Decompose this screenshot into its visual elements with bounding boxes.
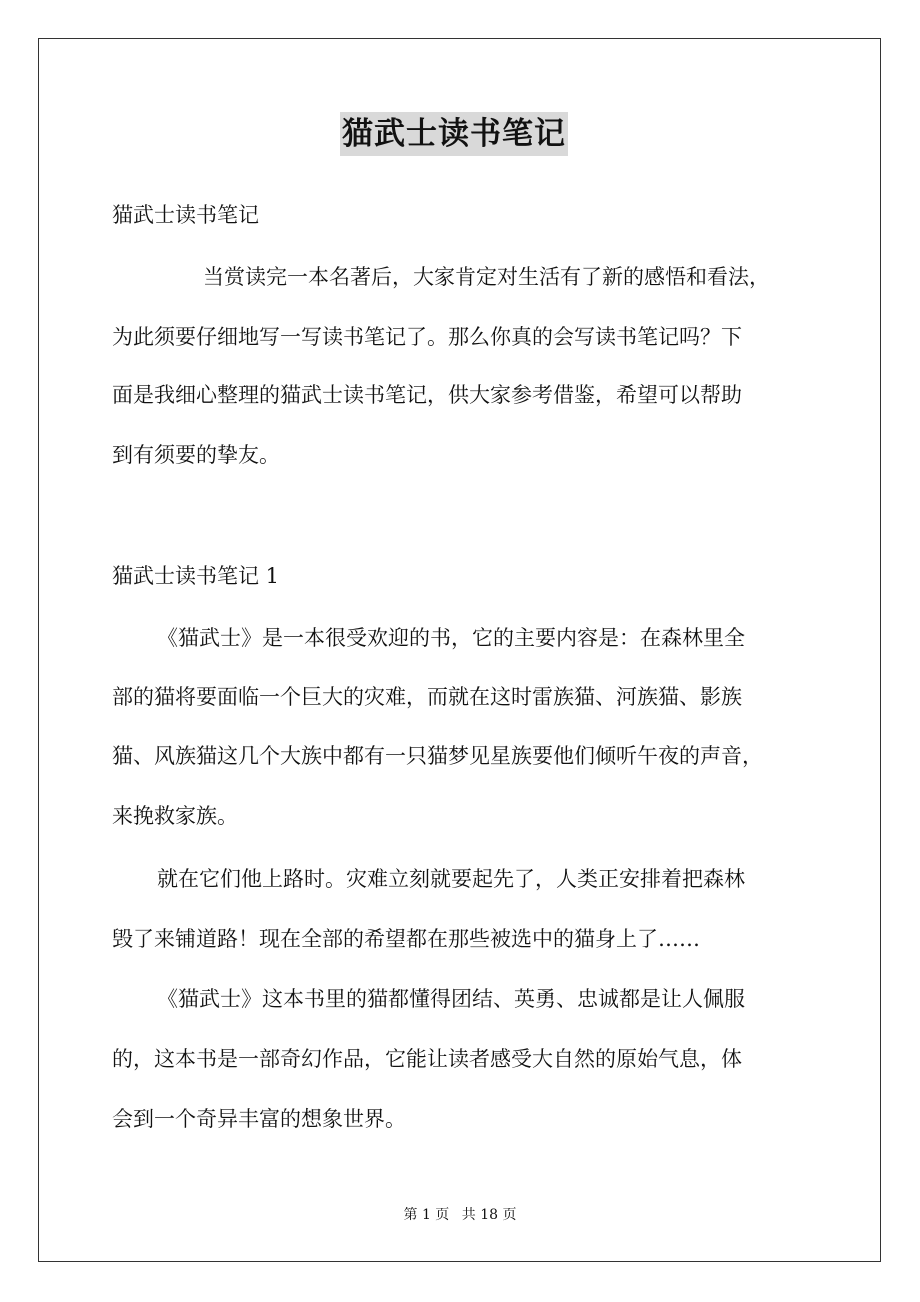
body-line: 来挽救家族。	[112, 804, 238, 828]
body-line: 会到一个奇异丰富的想象世界。	[112, 1107, 406, 1131]
body-line: 猫、风族猫这几个大族中都有一只猫梦见星族要他们倾听午夜的声音，	[112, 744, 763, 768]
section-heading: 猫武士读书笔记 1	[112, 564, 280, 588]
page-footer	[0, 1206, 920, 1224]
document-subtitle: 猫武士读书笔记	[112, 203, 259, 227]
intro-line: 当赏读完一本名著后，大家肯定对生活有了新的感悟和看法，	[203, 265, 770, 289]
body-line: 部的猫将要面临一个巨大的灾难，而就在这时雷族猫、河族猫、影族	[112, 685, 742, 709]
body-line: 《猫武士》这本书里的猫都懂得团结、英勇、忠诚都是让人佩服	[157, 987, 745, 1011]
body-line: 就在它们他上路时。灾难立刻就要起先了，人类正安排着把森林	[157, 867, 745, 891]
intro-line: 为此须要仔细地写一写读书笔记了。那么你真的会写读书笔记吗？下	[112, 325, 742, 349]
document-title: 猫武士读书笔记	[340, 112, 568, 156]
page-total: 共 18 页	[461, 1207, 517, 1223]
page-number: 第 1 页	[403, 1207, 450, 1223]
intro-line: 面是我细心整理的猫武士读书笔记，供大家参考借鉴，希望可以帮助	[112, 383, 742, 407]
intro-line: 到有须要的挚友。	[112, 443, 280, 467]
body-line: 毁了来铺道路！现在全部的希望都在那些被选中的猫身上了……	[112, 927, 700, 951]
body-line: 《猫武士》是一本很受欢迎的书，它的主要内容是：在森林里全	[157, 626, 745, 650]
body-line: 的，这本书是一部奇幻作品，它能让读者感受大自然的原始气息，体	[112, 1047, 742, 1071]
